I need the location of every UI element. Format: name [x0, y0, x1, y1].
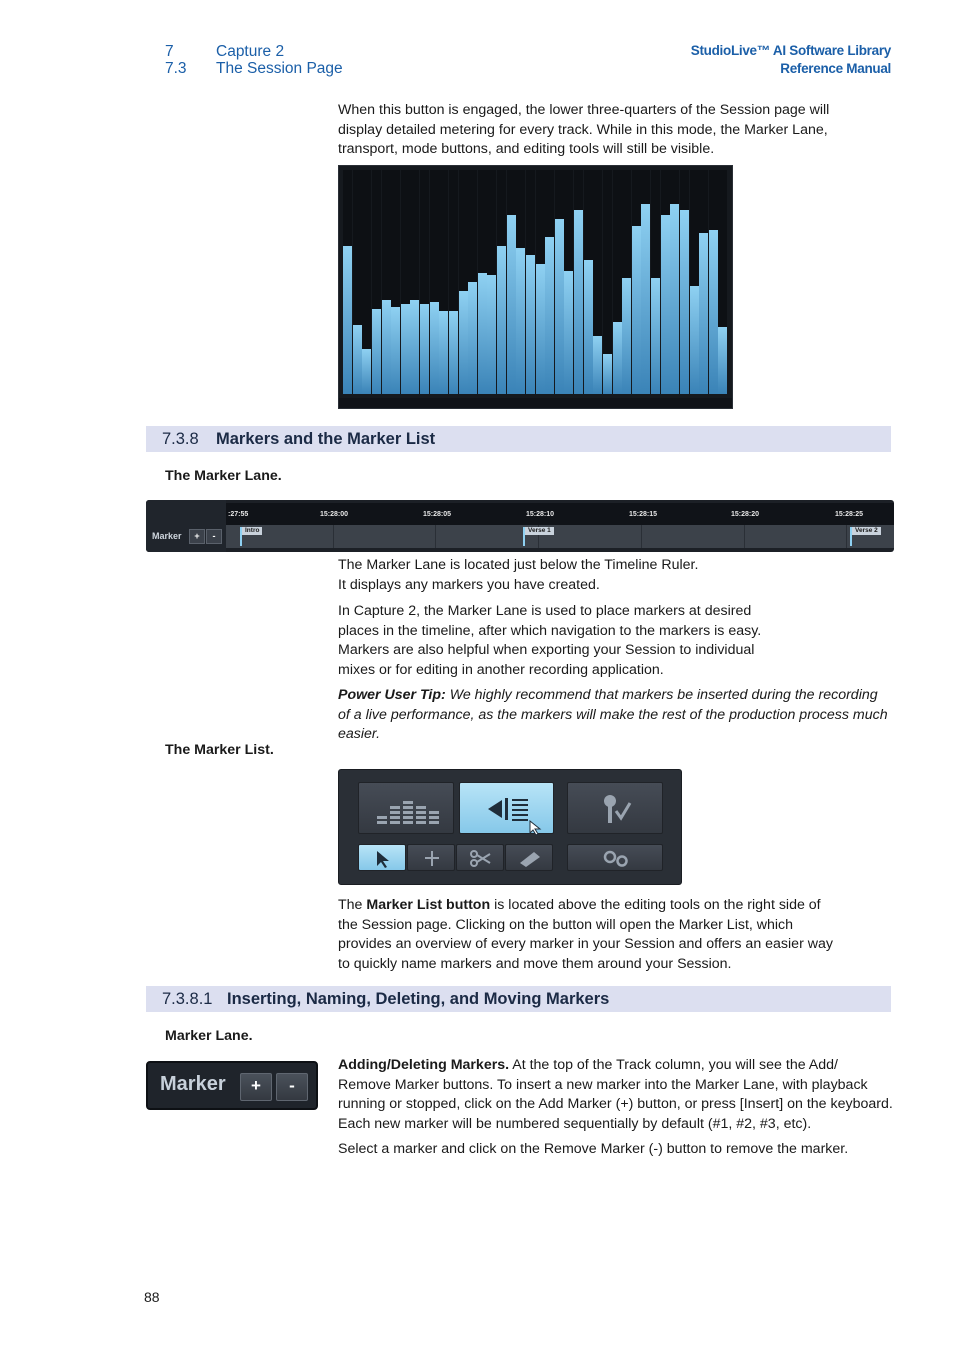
meter-channel — [680, 170, 689, 394]
marker-flag[interactable]: Verse 2 — [850, 527, 881, 535]
manual-title: StudioLive™ AI Software Library — [690, 43, 891, 58]
hand-cursor-icon — [530, 821, 540, 835]
marker-list-button[interactable] — [459, 782, 554, 834]
marker-lane-header — [146, 500, 226, 552]
ruler-tick: :27:55 — [228, 511, 249, 518]
marker-track[interactable] — [226, 525, 894, 548]
meter-level-fill — [362, 349, 371, 394]
split-tool-button[interactable] — [456, 844, 504, 871]
ruler-tick: 15:28:25 — [835, 511, 864, 518]
marker-flag[interactable]: Verse 1 — [523, 527, 554, 535]
remove-marker-button-large[interactable]: - — [276, 1073, 308, 1101]
meter-level-fill — [622, 278, 631, 394]
meter-channel — [670, 170, 679, 394]
meter-channel — [555, 170, 564, 394]
meter-level-fill — [699, 233, 708, 394]
timeline-ruler — [226, 503, 894, 525]
add-marker-button[interactable]: + — [189, 529, 205, 544]
meter-level-fill — [536, 264, 545, 394]
adding-text: At the top of the Track column, you will see the Add/ Remove Marker buttons. To insert a new marker into the Marker Lane, with playback running or stopped, click on the Add Marker (+) button, or press [Insert] on the keyboard. Each new marker will be numbered sequentially by default (#1, #2, #3, etc). — [338, 1057, 893, 1132]
meter-bars-icon — [359, 783, 455, 835]
meter-level-fill — [439, 311, 448, 394]
marker-list-icon — [460, 783, 555, 835]
meter-channel — [613, 170, 622, 394]
marker-list-button-term: Marker List button — [366, 897, 491, 913]
meter-channel — [564, 170, 573, 394]
meter-level-fill — [564, 271, 573, 394]
section-heading-number: 7.3.8.1 — [162, 990, 213, 1008]
meter-channel — [430, 170, 439, 394]
meter-level-fill — [343, 246, 352, 394]
meter-channel — [439, 170, 448, 394]
remove-marker-paragraph: Select a marker and click on the Remove Marker (-) button to remove the marker. — [338, 1141, 849, 1157]
power-user-tip — [338, 686, 893, 745]
meter-channel — [651, 170, 660, 394]
meter-channel — [536, 170, 545, 394]
marker-lane-heading: The Marker Lane. — [165, 468, 282, 484]
meter-level-fill — [468, 282, 477, 394]
ruler-tick: 15:28:20 — [731, 511, 760, 518]
meter-level-fill — [391, 307, 400, 394]
arrow-tool-button[interactable] — [358, 844, 406, 871]
meter-level-fill — [449, 311, 458, 394]
meter-channel — [353, 170, 362, 394]
meter-level-fill — [459, 291, 468, 394]
plus-icon — [408, 845, 456, 872]
adding-deleting-paragraph — [338, 1056, 893, 1134]
meter-level-fill — [661, 215, 670, 394]
metering-screenshot — [338, 165, 733, 409]
marker-lane-screenshot — [146, 500, 894, 552]
meter-channel — [343, 170, 352, 394]
marker-flag[interactable]: Intro — [240, 527, 262, 535]
meter-level-fill — [574, 210, 583, 394]
ruler-tick: 15:28:15 — [629, 511, 658, 518]
meter-channel — [410, 170, 419, 394]
meter-level-fill — [709, 230, 718, 394]
meter-channel — [516, 170, 525, 394]
add-marker-button-large[interactable]: + — [240, 1073, 272, 1101]
meter-level-fill — [410, 300, 419, 394]
manual-subtitle: Reference Manual — [780, 61, 891, 76]
meter-channel — [690, 170, 699, 394]
tip-text: We highly recommend that markers be inserted during the recording of a live performance, as the markers will make the rest of the production process much easier. — [338, 687, 888, 742]
record-arm-view-button[interactable] — [567, 782, 663, 834]
meter-level-fill — [372, 309, 381, 394]
meter-level-fill — [478, 273, 487, 394]
microphone-check-icon — [568, 783, 664, 835]
meter-channel — [420, 170, 429, 394]
marker-list-text-a: The — [338, 897, 367, 913]
meter-view-button[interactable] — [358, 782, 454, 834]
meter-level-fill — [651, 278, 660, 394]
marker-lane-paragraph: In Capture 2, the Marker Lane is used to place markers at desired places in the timeline, after which navigation to the markers is easy. Markers are also helpful when exporting your Session to individual mixes or for editing in another recording application. — [338, 603, 762, 678]
settings-button[interactable] — [567, 844, 663, 871]
meter-channel — [718, 170, 727, 394]
meter-status-bar — [339, 398, 732, 408]
meter-channel — [391, 170, 400, 394]
editing-tools-screenshot — [338, 769, 682, 885]
meter-channel — [459, 170, 468, 394]
meter-level-fill — [718, 327, 727, 394]
scissors-icon — [457, 845, 505, 872]
meter-level-fill — [613, 322, 622, 394]
meter-level-fill — [603, 354, 612, 394]
section-heading-738 — [146, 426, 891, 452]
marker-list-heading: The Marker List. — [165, 742, 274, 758]
page-number: 88 — [144, 1289, 160, 1305]
meter-channel — [661, 170, 670, 394]
meter-level-fill — [487, 275, 496, 394]
meter-channel — [526, 170, 535, 394]
ruler-tick: 15:28:00 — [320, 511, 349, 518]
meter-channel — [622, 170, 631, 394]
meter-level-fill — [670, 204, 679, 394]
marker-lane-description — [338, 556, 858, 595]
meter-level-fill — [420, 304, 429, 394]
range-tool-button[interactable] — [407, 844, 455, 871]
meter-level-fill — [593, 336, 602, 394]
meter-channel — [593, 170, 602, 394]
meter-level-fill — [641, 204, 650, 394]
meter-level-fill — [680, 210, 689, 394]
meter-channel — [699, 170, 708, 394]
meter-channel — [382, 170, 391, 394]
ruler-tick: 15:28:10 — [526, 511, 555, 518]
meter-channel — [468, 170, 477, 394]
meter-channel — [632, 170, 641, 394]
marker-lane-label: Marker — [152, 531, 182, 541]
meter-level-fill — [382, 300, 391, 394]
meter-level-fill — [584, 260, 593, 394]
ruler-tick: 15:28:05 — [423, 511, 452, 518]
arrow-icon — [359, 845, 407, 872]
meter-channel — [372, 170, 381, 394]
marker-lane-text-line-2: It displays any markers you have created. — [338, 576, 600, 593]
eraser-icon — [506, 845, 554, 872]
meter-level-fill — [516, 248, 525, 394]
chapter-title: Capture 2 — [216, 43, 285, 60]
section-heading-7381 — [146, 986, 891, 1012]
meter-channel — [507, 170, 516, 394]
meter-level-fill — [497, 246, 506, 394]
meter-channel — [497, 170, 506, 394]
meter-level-fill — [690, 286, 699, 394]
marker-list-paragraph — [338, 896, 838, 974]
section-heading-title: Markers and the Marker List — [216, 430, 436, 448]
meter-level-fill — [526, 255, 535, 394]
meter-channel — [641, 170, 650, 394]
tip-label: Power User Tip: — [338, 687, 446, 703]
meter-channel — [449, 170, 458, 394]
meter-level-fill — [555, 219, 564, 394]
remove-marker-button[interactable]: - — [206, 529, 222, 544]
meter-level-fill — [507, 215, 516, 394]
meter-channel — [603, 170, 612, 394]
section-heading-title: Inserting, Naming, Deleting, and Moving Markers — [227, 990, 610, 1008]
meter-channel — [574, 170, 583, 394]
marker-lane-heading-2: Marker Lane. — [165, 1028, 253, 1044]
meter-level-fill — [632, 226, 641, 394]
meter-level-fill — [545, 237, 554, 394]
section-number: 7.3 — [165, 60, 187, 77]
intro-paragraph: When this button is engaged, the lower three-quarters of the Session page will display detailed metering for every track. While in this mode, the Marker Lane, transport, mode buttons, and editing tools will still be visible. — [338, 102, 830, 157]
marker-widget-label: Marker — [160, 1073, 226, 1095]
meter-level-fill — [353, 325, 362, 394]
adding-label: Adding/Deleting Markers. — [338, 1057, 510, 1073]
meter-channel — [362, 170, 371, 394]
marker-list-text-b: is located above the editing tools on the right side of the Session page. Clicking on the button will open the Marker List, which provides an overview of every marker in your Session and offers an easier way to quickly name markers and move them around your Session. — [338, 897, 833, 972]
meter-channel — [545, 170, 554, 394]
gears-icon — [568, 845, 664, 872]
meter-level-fill — [430, 302, 439, 394]
section-heading-number: 7.3.8 — [162, 430, 199, 448]
eraser-tool-button[interactable] — [505, 844, 553, 871]
meter-channel — [709, 170, 718, 394]
meter-channel — [478, 170, 487, 394]
section-title: The Session Page — [216, 60, 343, 77]
meter-channel — [401, 170, 410, 394]
meter-channel — [584, 170, 593, 394]
meter-level-fill — [401, 304, 410, 394]
marker-buttons-screenshot — [146, 1061, 318, 1110]
meter-channel — [487, 170, 496, 394]
chapter-number: 7 — [165, 43, 174, 60]
marker-lane-text-line-1: The Marker Lane is located just below the Timeline Ruler. — [338, 557, 699, 573]
meter-bank — [343, 170, 728, 394]
